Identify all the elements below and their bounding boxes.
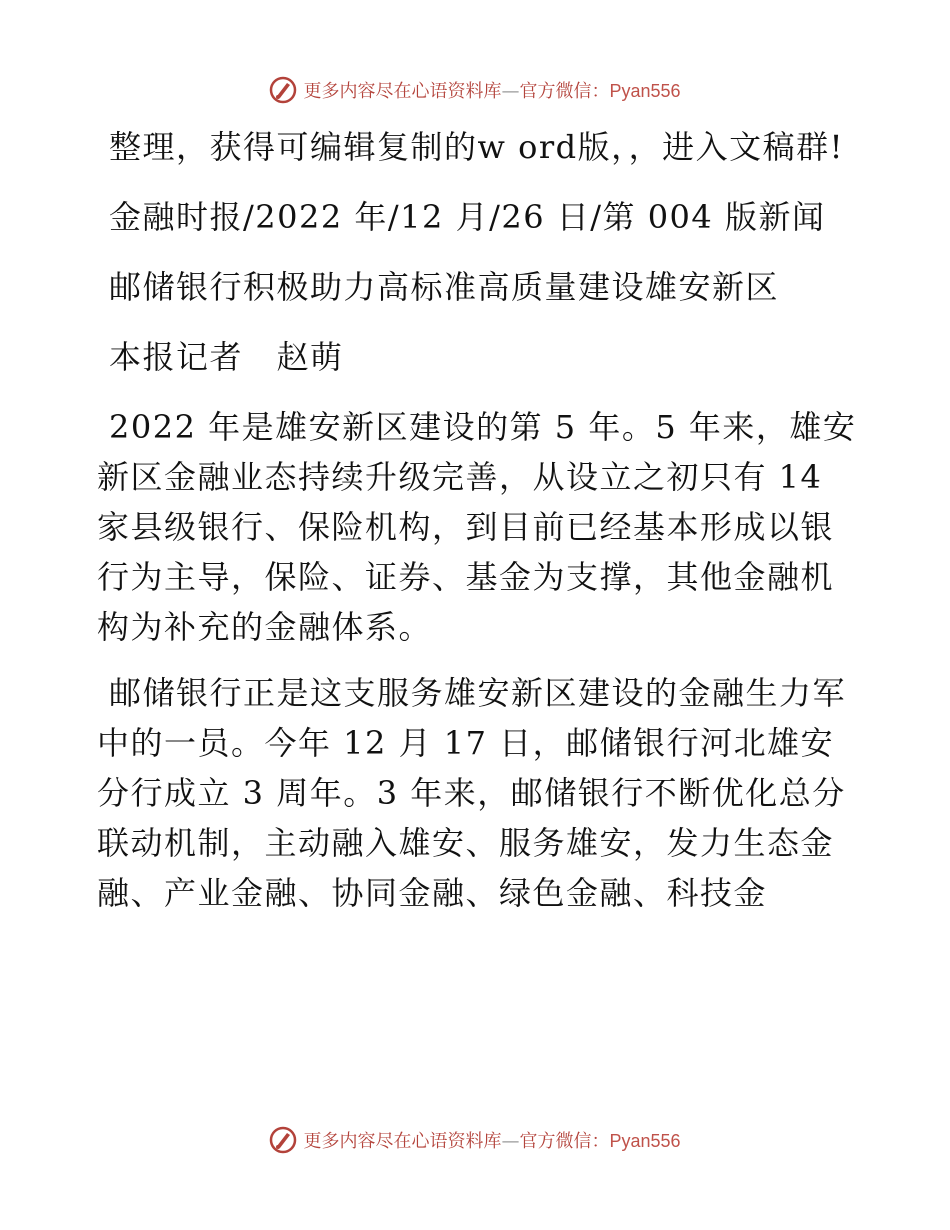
top-watermark-banner bbox=[0, 70, 950, 110]
watermark-text bbox=[303, 77, 680, 103]
intro-note: 整理，获得可编辑复制的w ord版，，进入文稿群! bbox=[109, 128, 844, 166]
document-body bbox=[97, 122, 857, 934]
article-title: 邮储银行积极助力高标准高质量建设雄安新区 bbox=[109, 268, 780, 306]
watermark-separator: — bbox=[501, 1131, 520, 1152]
watermark-text bbox=[303, 1127, 680, 1153]
source-line: 金融时报/2022 年/12 月/26 日/第 004 版新闻 bbox=[109, 198, 826, 236]
bottom-watermark-banner bbox=[0, 1120, 950, 1160]
watermark-official: 官方微信： bbox=[519, 1131, 610, 1152]
byline: 本报记者 赵萌 bbox=[109, 338, 344, 376]
body-paragraph: 2022 年是雄安新区建设的第 5 年。5 年来，雄安新区金融业态持续升级完善，从设立之初只有 14 家县级银行、保险机构，到目前已经基本形成以银行为主导，保险、证券、基金为支撑，其他金融机构为补充的金融体系。 bbox=[97, 408, 857, 646]
watermark-handle: Pyan556 bbox=[609, 1131, 681, 1151]
brush-logo-icon bbox=[269, 1126, 297, 1154]
watermark-separator: — bbox=[501, 81, 520, 102]
watermark-main: 更多内容尽在心语资料库 bbox=[303, 81, 502, 102]
watermark-main: 更多内容尽在心语资料库 bbox=[303, 1131, 502, 1152]
watermark-handle: Pyan556 bbox=[609, 81, 681, 101]
brush-logo-icon bbox=[269, 76, 297, 104]
watermark-official: 官方微信： bbox=[519, 81, 610, 102]
body-paragraph: 邮储银行正是这支服务雄安新区建设的金融生力军中的一员。今年 12 月 17 日，邮储银行河北雄安分行成立 3 周年。3 年来，邮储银行不断优化总分联动机制，主动融入雄安、服务雄安，发力生态金融、产业金融、协同金融、绿色金融、科技金 bbox=[97, 674, 847, 912]
